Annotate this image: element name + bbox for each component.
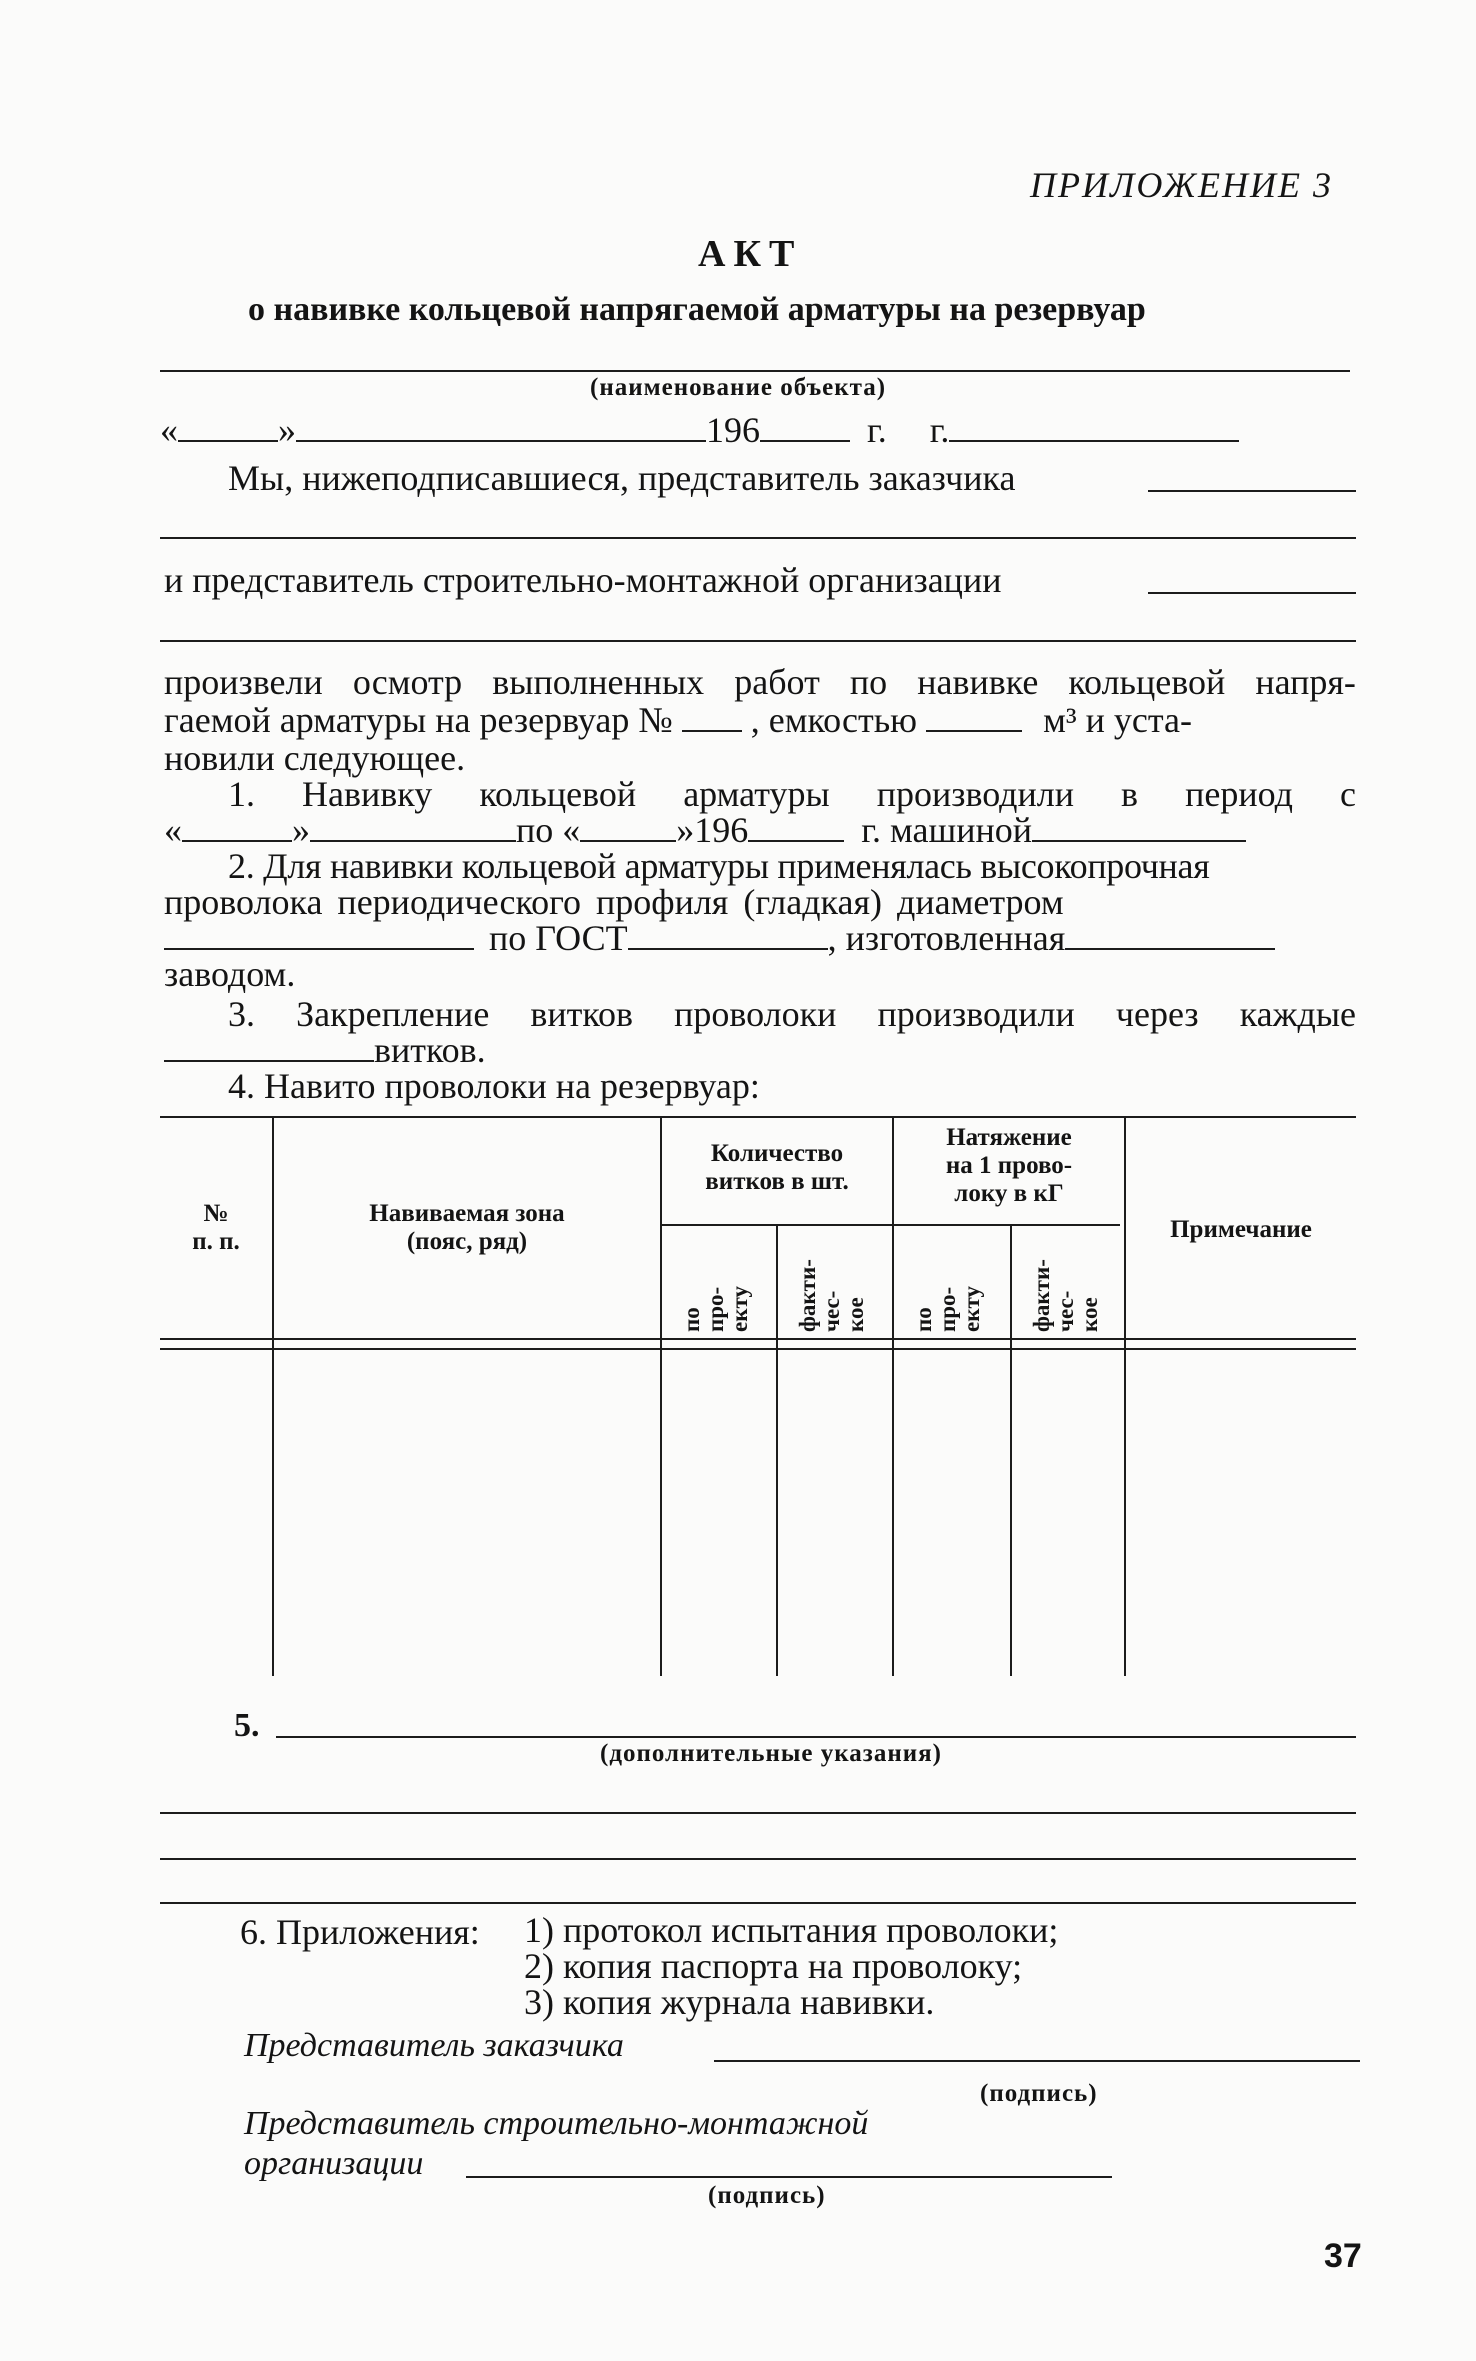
item5-number: 5.: [234, 1707, 260, 1744]
word: напря-: [1255, 662, 1356, 702]
col-header-zone: [274, 1200, 660, 1256]
intro-line-1: Мы, нижеподписавшиеся, представитель заказчика: [228, 458, 1016, 498]
org-signature-caption: (подпись): [708, 2182, 826, 2209]
start-day-blank[interactable]: [182, 812, 292, 842]
org-signature-line[interactable]: [466, 2176, 1112, 2178]
word: кольцевой: [1068, 662, 1226, 702]
col-header-number-symbol: №: [203, 1200, 229, 1227]
city-label: г.: [929, 410, 950, 450]
subheader-tension-actual: факти- чес- кое: [1029, 1259, 1102, 1332]
word: 3.: [228, 994, 255, 1034]
word: через: [1115, 994, 1199, 1034]
org-signature-label-2: организации: [244, 2145, 424, 2182]
year-blank[interactable]: [760, 412, 850, 442]
col-header-count: [662, 1140, 892, 1196]
col-header-count-line: витков в шт.: [705, 1168, 849, 1195]
document-subtitle: о навивке кольцевой напрягаемой арматуры на резервуар: [248, 291, 1146, 328]
gost-label: по ГОСТ: [489, 918, 628, 958]
col-header-tension: [894, 1124, 1124, 1208]
machine-blank[interactable]: [1032, 812, 1246, 842]
table-header-bottom: [160, 1338, 1356, 1340]
col-header-note: Примечание: [1170, 1216, 1312, 1243]
word: период: [1185, 774, 1293, 814]
table-header-bottom-2: [160, 1348, 1356, 1350]
capacity-unit: м³ и уста-: [1043, 700, 1193, 740]
turns-blank[interactable]: [164, 1032, 374, 1062]
item1-line-1: [228, 774, 1356, 814]
org-rep-line[interactable]: [160, 640, 1356, 642]
year-suffix: г.: [867, 410, 887, 450]
reservoir-label: гаемой арматуры на резервуар №: [164, 700, 673, 740]
item6-label: 6. Приложения:: [240, 1912, 480, 1952]
end-year-prefix: »196: [676, 810, 749, 850]
diameter-blank[interactable]: [164, 920, 474, 950]
item2-line-4: заводом.: [164, 954, 296, 994]
word: проволоки: [674, 994, 837, 1034]
day-blank[interactable]: [178, 412, 278, 442]
word: кольцевой: [479, 774, 637, 814]
word: производили: [877, 994, 1075, 1034]
word: арматуры: [683, 774, 830, 814]
subheader-tension-project: по про- екту: [911, 1286, 984, 1332]
word: навивке: [917, 662, 1039, 702]
attachments-list: [524, 1912, 1058, 2020]
reservoir-number-blank[interactable]: [682, 702, 742, 732]
org-signature-label-1: Представитель строительно-монтажной: [244, 2105, 869, 2142]
col-header-number-label: п. п.: [192, 1228, 240, 1255]
table-subheader-divider: [660, 1224, 1120, 1226]
item4-label: 4. Навито проволоки на резервуар:: [228, 1066, 760, 1106]
word: производили: [876, 774, 1074, 814]
word: каждые: [1239, 994, 1356, 1034]
item2-line-3: [164, 918, 1275, 958]
table-body[interactable]: [160, 1356, 1356, 1357]
date-line: [160, 410, 1360, 450]
end-year-blank[interactable]: [748, 812, 844, 842]
document-title: АКТ: [698, 233, 803, 275]
intro-line-2: и представитель строительно-монтажной организации: [164, 560, 1002, 600]
subheader-count-actual: факти- чес- кое: [795, 1259, 868, 1332]
to-label: по «: [516, 810, 581, 850]
additional-instructions-line[interactable]: [276, 1736, 1356, 1738]
month-blank[interactable]: [296, 412, 706, 442]
capacity-label: , емкостью: [750, 700, 918, 740]
additional-instructions-line-2[interactable]: [160, 1812, 1356, 1814]
org-rep-blank[interactable]: [1148, 592, 1356, 594]
word: с: [1339, 774, 1356, 814]
para-line-1: [164, 662, 1356, 702]
start-month-blank[interactable]: [310, 812, 516, 842]
col-header-count-line: Количество: [710, 1140, 844, 1167]
word: по: [849, 662, 888, 702]
manufacturer-label: , изготовленная: [827, 918, 1066, 958]
turns-label: витков.: [374, 1030, 486, 1070]
additional-instructions-line-4[interactable]: [160, 1902, 1356, 1904]
city-blank[interactable]: [949, 412, 1239, 442]
word: выполненных: [492, 662, 705, 702]
col-header-tension-line: Натяжение: [946, 1124, 1072, 1151]
customer-signature-caption: (подпись): [980, 2080, 1098, 2107]
table-col-divider: [660, 1116, 662, 1676]
word: витков: [530, 994, 634, 1034]
word: осмотр: [352, 662, 463, 702]
item2-line-2: проволока периодического профиля (гладкая) диаметром: [164, 882, 1064, 922]
quote-close: »: [278, 410, 296, 450]
appendix-label: ПРИЛОЖЕНИЕ 3: [1030, 165, 1333, 205]
page-number: 37: [1324, 2237, 1362, 2275]
para-line-2: [164, 700, 1360, 740]
table-col-divider: [1010, 1224, 1012, 1676]
quote-open: «: [160, 410, 178, 450]
capacity-blank[interactable]: [926, 702, 1022, 732]
col-header-zone-line: Навиваемая зона: [369, 1200, 565, 1227]
customer-signature-line[interactable]: [714, 2060, 1360, 2062]
word: произвели: [164, 662, 323, 702]
word: 1.: [228, 774, 255, 814]
table-col-divider: [776, 1224, 778, 1676]
quote-close: »: [292, 810, 310, 850]
end-day-blank[interactable]: [580, 812, 676, 842]
item3-line-1: [228, 994, 1356, 1034]
gost-blank[interactable]: [628, 920, 828, 950]
attachment-item: 3) копия журнала навивки.: [524, 1982, 935, 2022]
subheader-count-project: по про- екту: [679, 1286, 752, 1332]
item1-line-2: [164, 810, 1246, 850]
col-header-tension-line: на 1 прово-: [945, 1152, 1073, 1179]
word: Навивку: [302, 774, 433, 814]
word: работ: [734, 662, 820, 702]
object-name-line[interactable]: [160, 370, 1350, 372]
col-header-tension-line: локу в кГ: [954, 1180, 1064, 1207]
attachment-item: 2) копия паспорта на проволоку;: [524, 1946, 1023, 1986]
attachment-item: 1) протокол испытания проволоки;: [524, 1910, 1059, 1950]
table-top-border: [160, 1116, 1356, 1118]
additional-instructions-caption: (дополнительные указания): [600, 1740, 943, 1767]
customer-signature-label: Представитель заказчика: [244, 2027, 624, 2064]
object-name-caption: (наименование объекта): [590, 374, 887, 401]
item2-line-1: 2. Для навивки кольцевой арматуры применялась высокопрочная: [228, 846, 1210, 886]
col-header-zone-line: (пояс, ряд): [406, 1228, 528, 1255]
word: Закрепление: [296, 994, 490, 1034]
col-header-number: [160, 1200, 272, 1256]
machine-label: г. машиной: [861, 810, 1033, 850]
customer-rep-blank[interactable]: [1148, 490, 1356, 492]
manufacturer-blank[interactable]: [1065, 920, 1275, 950]
word: в: [1121, 774, 1139, 814]
para-line-3: новили следующее.: [164, 738, 466, 778]
year-prefix: 196: [706, 410, 760, 450]
customer-rep-line[interactable]: [160, 537, 1356, 539]
quote-open: «: [164, 810, 182, 850]
additional-instructions-line-3[interactable]: [160, 1858, 1356, 1860]
table-col-divider: [1124, 1116, 1126, 1676]
item3-line-2: [164, 1030, 486, 1070]
